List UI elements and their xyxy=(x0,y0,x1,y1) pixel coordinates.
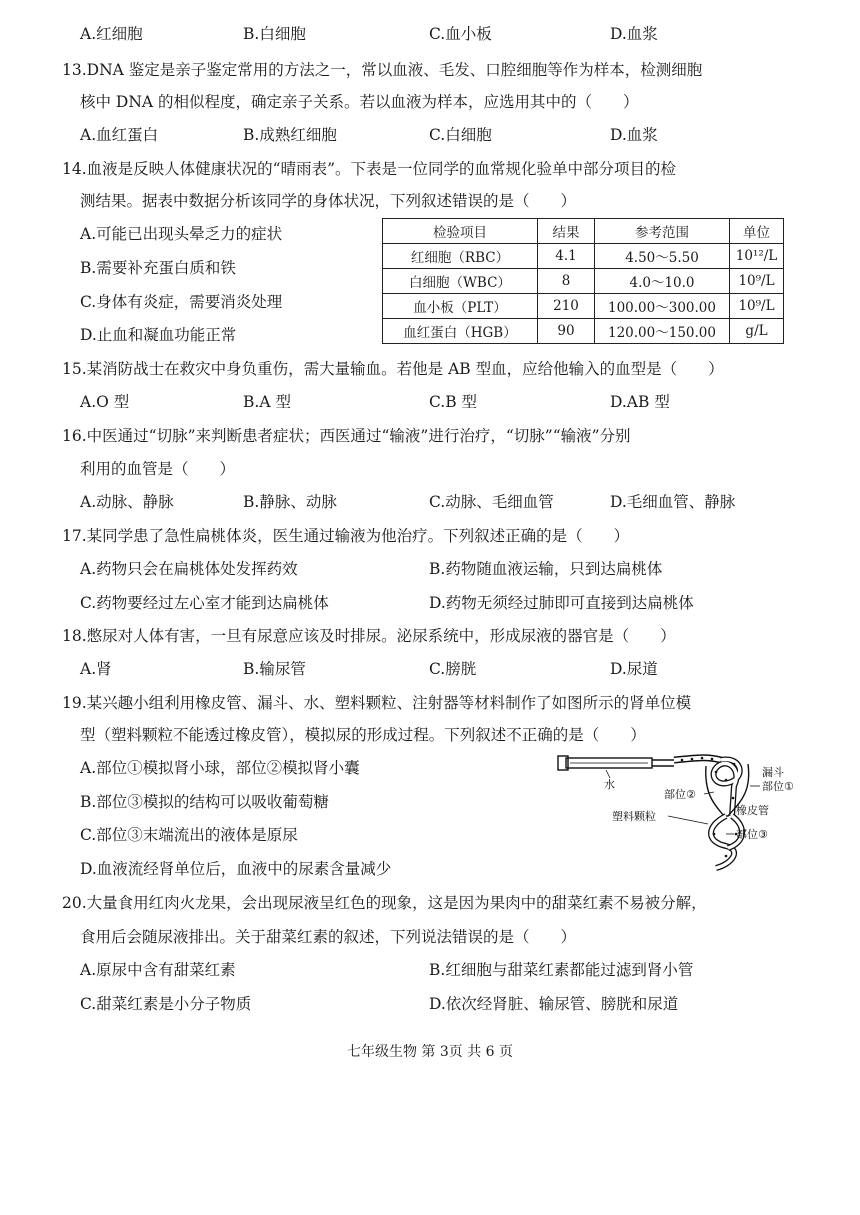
col-header-result: 结果 xyxy=(538,219,595,244)
q20-option-d[interactable]: D.依次经肾脏、输尿管、膀胱和尿道 xyxy=(429,995,679,1013)
q17-stem-line-1: 17.某同学患了急性扁桃体炎，医生通过输液为他治疗。下列叙述正确的是（ ） xyxy=(62,527,630,545)
label-water: 水 xyxy=(604,778,615,791)
q16-option-d[interactable]: D.毛细血管、静脉 xyxy=(610,493,736,511)
table-row xyxy=(383,294,784,319)
plastic-particles xyxy=(681,757,738,858)
cell-result: 210 xyxy=(538,294,595,319)
q13-option-d[interactable]: D.血浆 xyxy=(610,126,658,144)
table-row xyxy=(383,269,784,294)
cell-item: 血红蛋白（HGB） xyxy=(383,319,538,344)
q15-option-b[interactable]: B.A 型 xyxy=(243,393,291,411)
q17-option-d[interactable]: D.药物无须经过肺即可直接到达扁桃体 xyxy=(429,594,694,612)
col-header-item: 检验项目 xyxy=(383,219,538,244)
table-row xyxy=(383,319,784,344)
q15-option-d[interactable]: D.AB 型 xyxy=(610,393,670,411)
q14-option-a[interactable]: A.可能已出现头晕乏力的症状 xyxy=(80,225,283,243)
cell-range: 4.50～5.50 xyxy=(595,244,730,269)
q18-option-c[interactable]: C.膀胱 xyxy=(429,660,477,678)
q17-option-a[interactable]: A.药物只会在扁桃体处发挥药效 xyxy=(80,560,298,578)
q13-stem-line-2: 核中 DNA 的相似程度，确定亲子关系。若以血液为样本，应选用其中的（ ） xyxy=(80,93,639,111)
q20-stem-line-1: 20.大量食用红肉火龙果，会出现尿液呈红色的现象，这是因为果肉中的甜菜红素不易被分解， xyxy=(62,894,707,912)
label-rubber-tube: 橡皮管 xyxy=(736,804,769,817)
q12-option-a[interactable]: A.红细胞 xyxy=(80,25,143,43)
cell-range: 100.00～300.00 xyxy=(595,294,730,319)
q14-option-d[interactable]: D.止血和凝血功能正常 xyxy=(80,326,237,344)
q14-option-b[interactable]: B.需要补充蛋白质和铁 xyxy=(80,259,236,277)
cell-unit: g/L xyxy=(730,319,784,344)
q19-option-d[interactable]: D.血液流经肾单位后，血液中的尿素含量减少 xyxy=(80,860,392,878)
q12-option-b[interactable]: B.白细胞 xyxy=(243,25,306,43)
q16-stem-line-2: 利用的血管是（ ） xyxy=(80,460,236,478)
q13-option-a[interactable]: A.血红蛋白 xyxy=(80,126,159,144)
col-header-unit: 单位 xyxy=(730,219,784,244)
q19-option-a[interactable]: A.部位①模拟肾小球，部位②模拟肾小囊 xyxy=(80,759,360,777)
q20-option-c[interactable]: C.甜菜红素是小分子物质 xyxy=(80,995,252,1013)
q13-stem-line-1: 13.DNA 鉴定是亲子鉴定常用的方法之一，常以血液、毛发、口腔细胞等作为样本，检测细胞 xyxy=(62,61,703,79)
label-funnel: 漏斗 xyxy=(762,766,784,779)
q16-option-a[interactable]: A.动脉、静脉 xyxy=(80,493,174,511)
cell-unit: 10⁹/L xyxy=(730,294,784,319)
q16-option-c[interactable]: C.动脉、毛细血管 xyxy=(429,493,554,511)
q13-option-c[interactable]: C.白细胞 xyxy=(429,126,492,144)
cell-range: 4.0～10.0 xyxy=(595,269,730,294)
q19-stem-line-2: 型（塑料颗粒不能透过橡皮管），模拟尿的形成过程。下列叙述不正确的是（ ） xyxy=(80,726,646,744)
q15-option-c[interactable]: C.B 型 xyxy=(429,393,478,411)
cell-result: 90 xyxy=(538,319,595,344)
q17-option-c[interactable]: C.药物要经过左心室才能到达扁桃体 xyxy=(80,594,329,612)
q14-stem-line-2: 测结果。据表中数据分析该同学的身体状况，下列叙述错误的是（ ） xyxy=(80,192,577,210)
table-header-row xyxy=(383,219,784,244)
q14-option-c[interactable]: C.身体有炎症，需要消炎处理 xyxy=(80,293,283,311)
label-plastic-particles: 塑料颗粒 xyxy=(612,810,656,823)
cell-item: 血小板（PLT） xyxy=(383,294,538,319)
nephron-model-diagram xyxy=(556,746,796,872)
cell-item: 红细胞（RBC） xyxy=(383,244,538,269)
q15-stem-line-1: 15.某消防战士在救灾中身负重伤，需大量输血。若他是 AB 型血，应给他输入的血型是（ ） xyxy=(62,360,724,378)
table-row xyxy=(383,244,784,269)
q14-stem-line-1: 14.血液是反映人体健康状况的“晴雨表”。下表是一位同学的血常规化验单中部分项目的检 xyxy=(62,160,677,178)
q18-stem-line-1: 18.憋尿对人体有害，一旦有尿意应该及时排尿。泌尿系统中，形成尿液的器官是（ ） xyxy=(62,627,676,645)
col-header-range: 参考范围 xyxy=(595,219,730,244)
q20-stem-line-2: 食用后会随尿液排出。关于甜菜红素的叙述，下列说法错误的是（ ） xyxy=(80,928,577,946)
q18-option-b[interactable]: B.输尿管 xyxy=(243,660,306,678)
cell-range: 120.00～150.00 xyxy=(595,319,730,344)
label-part-2: 部位② xyxy=(664,788,696,801)
cell-item: 白细胞（WBC） xyxy=(383,269,538,294)
page-footer: 七年级生物 第 3页 共 6 页 xyxy=(346,1044,514,1060)
cell-unit: 10⁹/L xyxy=(730,269,784,294)
q16-option-b[interactable]: B.静脉、动脉 xyxy=(243,493,337,511)
label-part-1: 部位① xyxy=(762,780,794,793)
q19-stem-line-1: 19.某兴趣小组利用橡皮管、漏斗、水、塑料颗粒、注射器等材料制作了如图所示的肾单位模 xyxy=(62,694,692,712)
cell-result: 8 xyxy=(538,269,595,294)
q19-option-c[interactable]: C.部位③末端流出的液体是原尿 xyxy=(80,826,298,844)
q13-option-b[interactable]: B.成熟红细胞 xyxy=(243,126,337,144)
q12-option-d[interactable]: D.血浆 xyxy=(610,25,658,43)
cell-unit: 10¹²/L xyxy=(730,244,784,269)
cell-result: 4.1 xyxy=(538,244,595,269)
q19-option-b[interactable]: B.部位③模拟的结构可以吸收葡萄糖 xyxy=(80,793,329,811)
label-part-3: 部位③ xyxy=(736,828,768,841)
q20-option-b[interactable]: B.红细胞与甜菜红素都能过滤到肾小管 xyxy=(429,961,694,979)
q18-option-a[interactable]: A.肾 xyxy=(80,660,112,678)
blood-test-table xyxy=(382,218,784,344)
q15-option-a[interactable]: A.O 型 xyxy=(80,393,130,411)
q18-option-d[interactable]: D.尿道 xyxy=(610,660,658,678)
q17-option-b[interactable]: B.药物随血液运输，只到达扁桃体 xyxy=(429,560,663,578)
q12-option-c[interactable]: C.血小板 xyxy=(429,25,492,43)
q20-option-a[interactable]: A.原尿中含有甜菜红素 xyxy=(80,961,236,979)
q16-stem-line-1: 16.中医通过“切脉”来判断患者症状；西医通过“输液”进行治疗，“切脉”“输液”分别 xyxy=(62,427,631,445)
